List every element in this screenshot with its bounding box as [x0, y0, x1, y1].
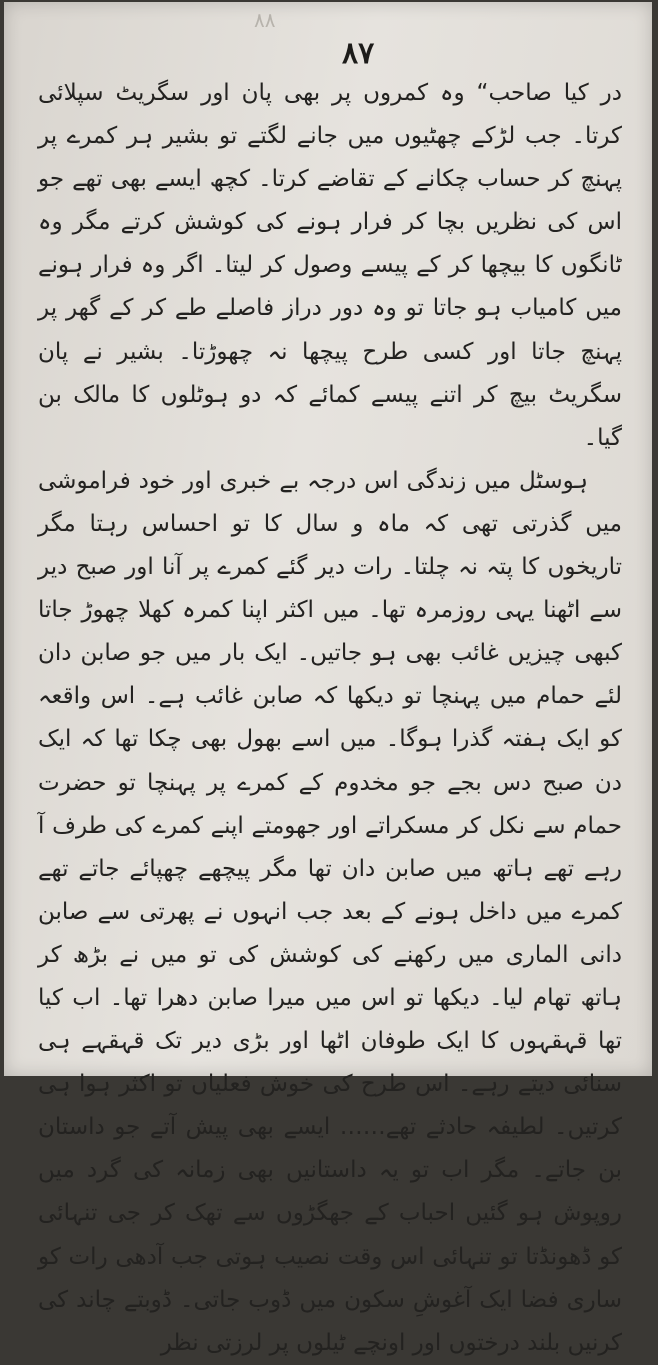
- page-body-text: [38, 72, 622, 1365]
- bleed-through-text: ۸۸: [254, 8, 276, 32]
- book-page: [4, 2, 652, 1356]
- paragraph-1: در کیا صاحب“ وہ کمروں پر بھی پان اور سگریٹ سپلائی کرتا۔ جب لڑکے چھٹیوں میں جانے لگتے تو بشیر ہر کمرے پر پہنچ کر حساب چکانے کے تقاضے کرتا۔ کچھ ایسے بھی تھے جو اس کی نظریں بچا کر فرار ہونے کی کوشش کرتے مگر وہ ٹانگوں کا بیچھا کر کے پیسے وصول کر لیتا۔ اگر وہ فرار ہونے میں کامیاب ہو جاتا تو وہ دور دراز فاصلے طے کر کے گھر پر پہنچ جاتا اور کسی طرح پیچھا نہ چھوڑتا۔ بشیر نے پان سگریٹ بیچ کر اتنے پیسے کمائے کہ دو ہوٹلوں کا مالک بن گیا۔: [38, 80, 622, 451]
- page-number: ۸۷: [342, 36, 375, 71]
- paragraph-2: ہوسٹل میں زندگی اس درجہ بے خبری اور خود فراموشی میں گذرتی تھی کہ ماہ و سال کا تو احساس رہتا مگر تاریخوں کا پتہ نہ چلتا۔ رات دیر گئے کمرے پر آنا اور صبح دیر سے اٹھنا یہی روزمرہ تھا۔ میں اکثر اپنا کمرہ کھلا چھوڑ جاتا کبھی چیزیں غائب بھی ہو جاتیں۔ ایک بار میں جو صابن دان لئے حمام میں پہنچا تو دیکھا کہ صابن غائب ہے۔ اس واقعہ کو ایک ہفتہ گذرا ہوگا۔ میں اسے بھول بھی چکا تھا کہ ایک دن صبح دس بجے جو مخدوم کے کمرے پر پہنچا تو حضرت حمام سے نکل کر مسکراتے اور جھومتے اپنے کمرے کی طرف آ رہے تھے ہاتھ میں صابن دان تھا مگر پیچھے چھپائے جاتے تھے کمرے میں داخل ہونے کے بعد جب انہوں نے پھرتی سے صابن دانی الماری میں رکھنے کی کوشش کی تو میں نے بڑھ کر ہاتھ تھام لیا۔ دیکھا تو اس میں میرا صابن دھرا تھا۔ اب کیا تھا قہقہوں کا ایک طوفان اٹھا اور بڑی دیر تک قہقہے ہی سنائی دیتے رہے۔ اس طرح کی خوش فعلیاں تو اکثر ہوا ہی کرتیں۔ لطیفہ حادثے تھے…… ایسے بھی پیش آتے جو داستان بن جاتے۔ مگر اب تو یہ داستانیں بھی زمانہ کی گرد میں روپوش ہو گئیں احباب کے جھگڑوں سے تھک کر جی تنہائی کو ڈھونڈتا تو تنہائی اس وقت نصیب ہوتی جب آدھی رات کو ساری فضا ایک آغوشِ سکون میں ڈوب جاتی۔ ڈوبتے چاند کی کرنیں بلند درختوں اور اونچے ٹیلوں پر لرزتی نظر: [38, 467, 622, 1356]
